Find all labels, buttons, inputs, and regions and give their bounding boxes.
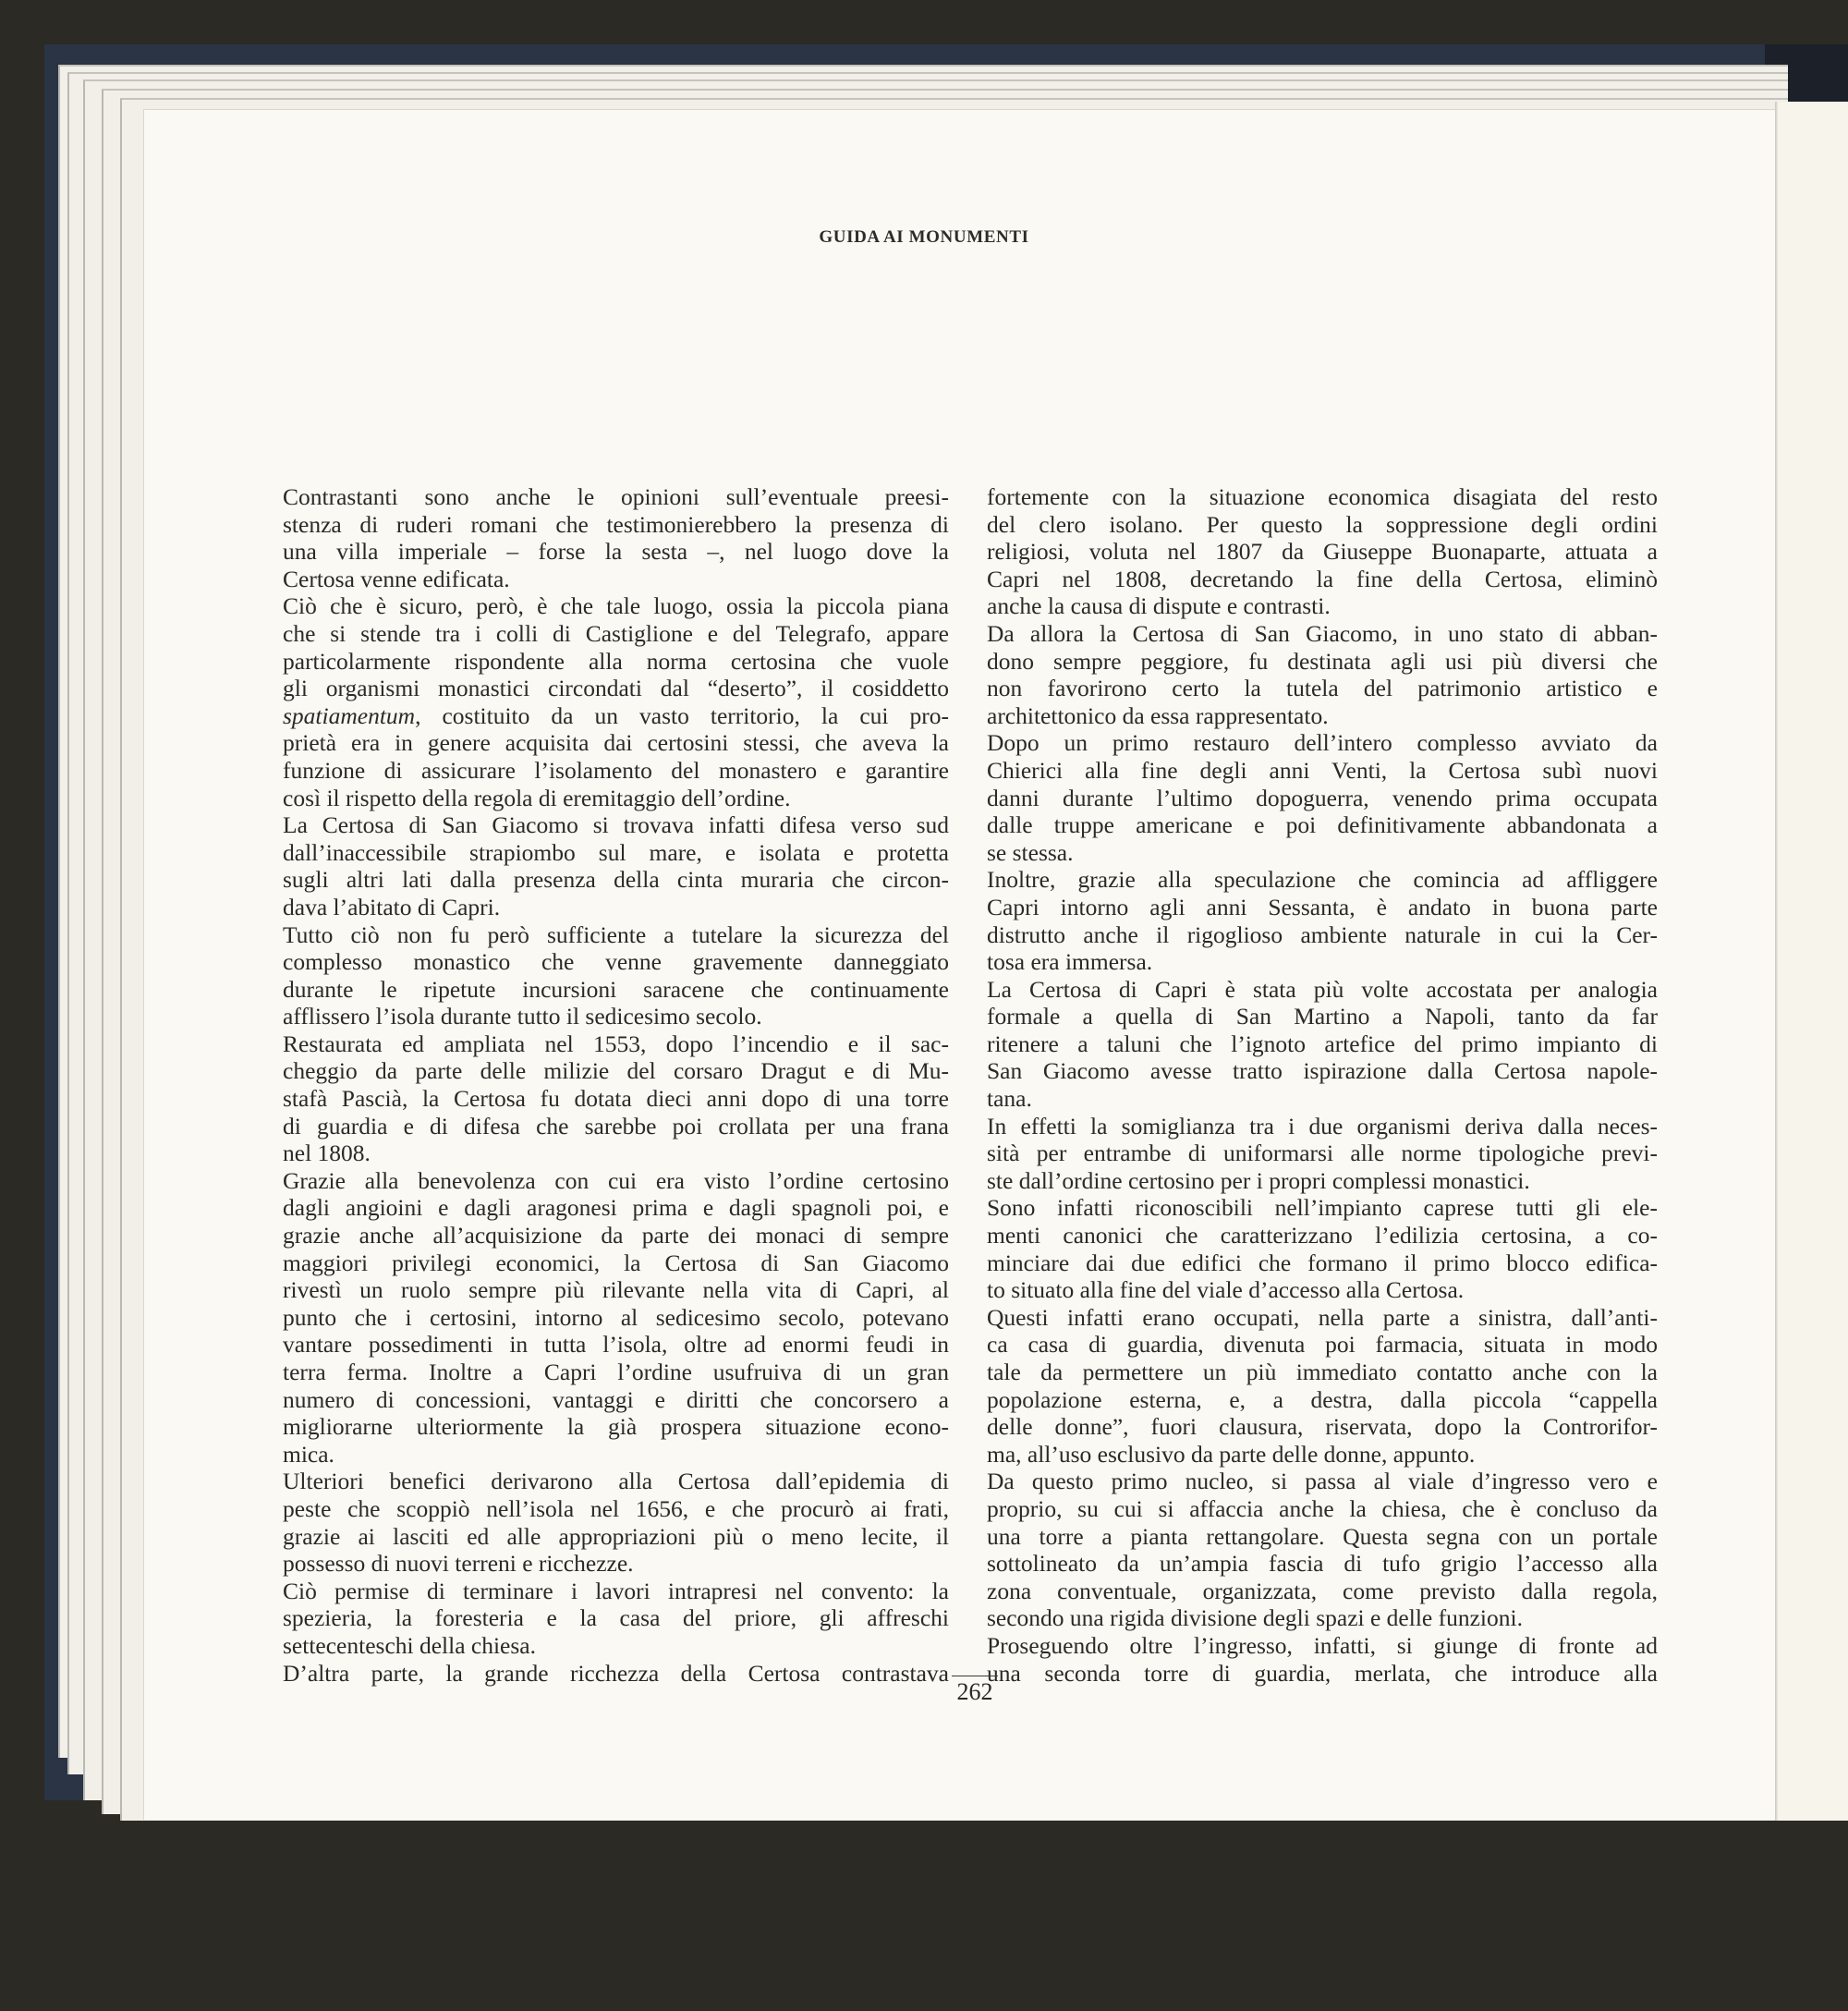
text-line: funzione di assicurare l’isolamento del monastero e garantire <box>283 756 949 784</box>
text-line: una villa imperiale – forse la sesta –, nel luogo dove la <box>283 538 949 566</box>
text-line: La Certosa di San Giacomo si trovava infatti difesa verso sud <box>283 811 949 839</box>
text-line: Grazie alla benevolenza con cui era visto l’ordine certosino <box>283 1166 949 1194</box>
text-line: possesso di nuovi terreni e ricchezze. <box>283 1550 634 1578</box>
text-line: una torre a pianta rettangolare. Questa segna con un portale <box>987 1522 1658 1550</box>
text-line: Tutto ciò non fu però sufficiente a tutelare la sicurezza del <box>283 920 949 948</box>
text-line: afflissero l’isola durante tutto il sedicesimo secolo. <box>283 1003 762 1030</box>
text-line: anche la causa di dispute e contrasti. <box>987 592 1331 620</box>
text-column-right <box>987 483 1658 1687</box>
text-line: tosa era immersa. <box>987 948 1153 976</box>
text-line: durante le ripetute incursioni saracene che continuamente <box>283 975 949 1003</box>
text-line: non favorirono certo la tutela del patrimonio artistico e <box>987 675 1658 702</box>
text-line: mica. <box>283 1440 334 1468</box>
text-line: Inoltre, grazie alla speculazione che comincia ad affliggere <box>987 866 1658 894</box>
text-line: sottolineato da un’ampia fascia di tufo grigio l’accesso alla <box>987 1550 1658 1578</box>
text-line: delle donne”, fuori clausura, riservata, dopo la Controrifor- <box>987 1413 1658 1441</box>
text-line: dava l’abitato di Capri. <box>283 893 501 920</box>
text-line: ma, all’uso esclusivo da parte delle donne, appunto. <box>987 1440 1476 1468</box>
text-line: Proseguendo oltre l’ingresso, infatti, si giunge di fronte ad <box>987 1631 1658 1659</box>
text-line: San Giacomo avesse tratto ispirazione dalla Certosa napole- <box>987 1057 1658 1085</box>
text-line: prietà era in genere acquisita dai certosini stessi, che aveva la <box>283 729 949 757</box>
text-line: architettonico da essa rappresentato. <box>987 701 1329 729</box>
text-line: religiosi, voluta nel 1807 da Giuseppe Buonaparte, attuata a <box>987 538 1658 566</box>
text-line: terra ferma. Inoltre a Capri l’ordine usufruiva di un gran <box>283 1359 949 1385</box>
text-line: stafà Pascià, la Certosa fu dotata dieci anni dopo di una torre <box>283 1085 949 1113</box>
text-line: minciare dai due edifici che formano il primo blocco edifica- <box>987 1249 1658 1276</box>
text-line: Contrastanti sono anche le opinioni sull’eventuale preesi- <box>283 483 949 510</box>
text-line: grazie ai lasciti ed alle appropriazioni più o meno lecite, il <box>283 1522 949 1550</box>
text-line: se stessa. <box>987 838 1074 866</box>
text-line: numero di concessioni, vantaggi e diritti che concorsero a <box>283 1385 949 1413</box>
text-line: popolazione esterna, e, a destra, dalla piccola “cappella <box>987 1385 1658 1413</box>
text-line: Da questo primo nucleo, si passa al viale d’ingresso vero e <box>987 1468 1658 1495</box>
text-line: dono sempre peggiore, fu destinata agli usi più diversi che <box>987 647 1658 675</box>
text-line: Restaurata ed ampliata nel 1553, dopo l’incendio e il sac- <box>283 1030 949 1057</box>
text-line: zona conventuale, organizzata, come previsto dalla regola, <box>987 1577 1658 1604</box>
text-line: del clero isolano. Per questo la soppressione degli ordini <box>987 510 1658 538</box>
text-line: stenza di ruderi romani che testimonierebbero la presenza di <box>283 510 949 538</box>
text-line: Dopo un primo restauro dell’intero complesso avviato da <box>987 729 1658 757</box>
text-line: ca casa di guardia, divenuta poi farmacia, situata in modo <box>987 1331 1658 1359</box>
text-line: Da allora la Certosa di San Giacomo, in uno stato di abban- <box>987 619 1658 647</box>
text-line: to situato alla fine del viale d’accesso alla Certosa. <box>987 1276 1465 1304</box>
text-line: proprio, su cui si affaccia anche la chiesa, che è concluso da <box>987 1494 1658 1522</box>
text-line: complesso monastico che venne gravemente danneggiato <box>283 948 949 976</box>
text-line: sità per entrambe di uniformarsi alle norme tipologiche previ- <box>987 1140 1658 1167</box>
text-line: ritenere a taluni che l’ignoto artefice del primo impianto di <box>987 1030 1658 1057</box>
text-line: Chierici alla fine degli anni Venti, la Certosa subì nuovi <box>987 756 1658 784</box>
text-line: dalle truppe americane e poi definitivamente abbandonata a <box>987 811 1658 839</box>
text-line: nel 1808. <box>283 1140 371 1167</box>
text-line: una seconda torre di guardia, merlata, che introduce alla <box>987 1659 1658 1687</box>
text-column-left <box>283 483 949 1687</box>
text-line: menti canonici che caratterizzano l’edilizia certosina, a co- <box>987 1222 1658 1249</box>
text-line: Ciò che è sicuro, però, è che tale luogo, ossia la piccola piana <box>283 592 949 620</box>
text-line: Certosa venne edificata. <box>283 565 510 592</box>
text-line: che si stende tra i colli di Castiglione e del Telegrafo, appare <box>283 619 949 647</box>
text-line: grazie anche all’acquisizione da parte dei monaci di sempre <box>283 1222 949 1249</box>
text-line: peste che scoppiò nell’isola nel 1656, e che procurò ai frati, <box>283 1494 949 1522</box>
running-header: GUIDA AI MONUMENTI <box>819 227 1029 247</box>
text-line: distrutto anche il rigoglioso ambiente naturale in cui la Cer- <box>987 920 1658 948</box>
text-line <box>283 702 949 730</box>
text-line: rivestì un ruolo sempre più rilevante nella vita di Capri, al <box>283 1276 949 1304</box>
text-line: cheggio da parte delle milizie del corsaro Dragut e di Mu- <box>283 1057 949 1085</box>
text-line: formale a quella di San Martino a Napoli, tanto da far <box>987 1003 1658 1030</box>
text-line: secondo una rigida divisione degli spazi e delle funzioni. <box>987 1604 1523 1632</box>
text-line: Capri intorno agli anni Sessanta, è andato in buona parte <box>987 893 1658 920</box>
text-line: Ciò permise di terminare i lavori intrapresi nel convento: la <box>283 1577 949 1604</box>
text-line: danni durante l’ultimo dopoguerra, venendo prima occupata <box>987 784 1658 811</box>
text-line: In effetti la somiglianza tra i due organismi deriva dalla neces- <box>987 1112 1658 1140</box>
text-line: La Certosa di Capri è stata più volte accostata per analogia <box>987 975 1658 1003</box>
text-line: migliorarne ulteriormente la già prospera situazione econo- <box>283 1413 949 1441</box>
text-line: fortemente con la situazione economica disagiata del resto <box>987 483 1658 510</box>
text-line: dall’inaccessibile strapiombo sul mare, e isolata e protetta <box>283 838 949 866</box>
text-line: Sono infatti riconoscibili nell’impianto caprese tutti gli ele- <box>987 1194 1658 1222</box>
text-line: Ulteriori benefici derivarono alla Certosa dall’epidemia di <box>283 1468 949 1495</box>
text-line: maggiori privilegi economici, la Certosa di San Giacomo <box>283 1249 949 1276</box>
text-line: gli organismi monastici circondati dal “deserto”, il cosiddetto <box>283 675 949 702</box>
text-line: Capri nel 1808, decretando la fine della Certosa, eliminò <box>987 565 1658 592</box>
text-line: Questi infatti erano occupati, nella parte a sinistra, dall’anti- <box>987 1303 1658 1331</box>
text-line: tana. <box>987 1085 1032 1113</box>
text-line-rest: , costituito da un vasto territorio, la cui pro- <box>415 701 949 729</box>
page-number: 262 <box>952 1676 998 1706</box>
italic-term: spatiamentum <box>283 701 416 729</box>
text-line: settecenteschi della chiesa. <box>283 1631 536 1659</box>
text-line: di guardia e di difesa che sarebbe poi crollata per una frana <box>283 1112 949 1140</box>
text-line: vantare possedimenti in tutta l’isola, oltre ad enormi feudi in <box>283 1331 949 1359</box>
text-line: D’altra parte, la grande ricchezza della Certosa contrastava <box>283 1659 949 1687</box>
text-line: ste dall’ordine certosino per i propri complessi monastici. <box>987 1166 1530 1194</box>
text-line: tale da permettere un più immediato contatto anche con la <box>987 1359 1658 1385</box>
text-line: punto che i certosini, intorno al sedicesimo secolo, potevano <box>283 1303 949 1331</box>
text-line: dagli angioini e dagli aragonesi prima e dagli spagnoli poi, e <box>283 1194 949 1222</box>
text-line: sugli altri lati dalla presenza della cinta muraria che circon- <box>283 866 949 894</box>
text-line: spezieria, la foresteria e la casa del priore, gli affreschi <box>283 1604 949 1632</box>
text-line: così il rispetto della regola di eremitaggio dell’ordine. <box>283 784 791 811</box>
facing-page-edge <box>1778 102 1848 1821</box>
text-line: particolarmente rispondente alla norma certosina che vuole <box>283 647 949 675</box>
